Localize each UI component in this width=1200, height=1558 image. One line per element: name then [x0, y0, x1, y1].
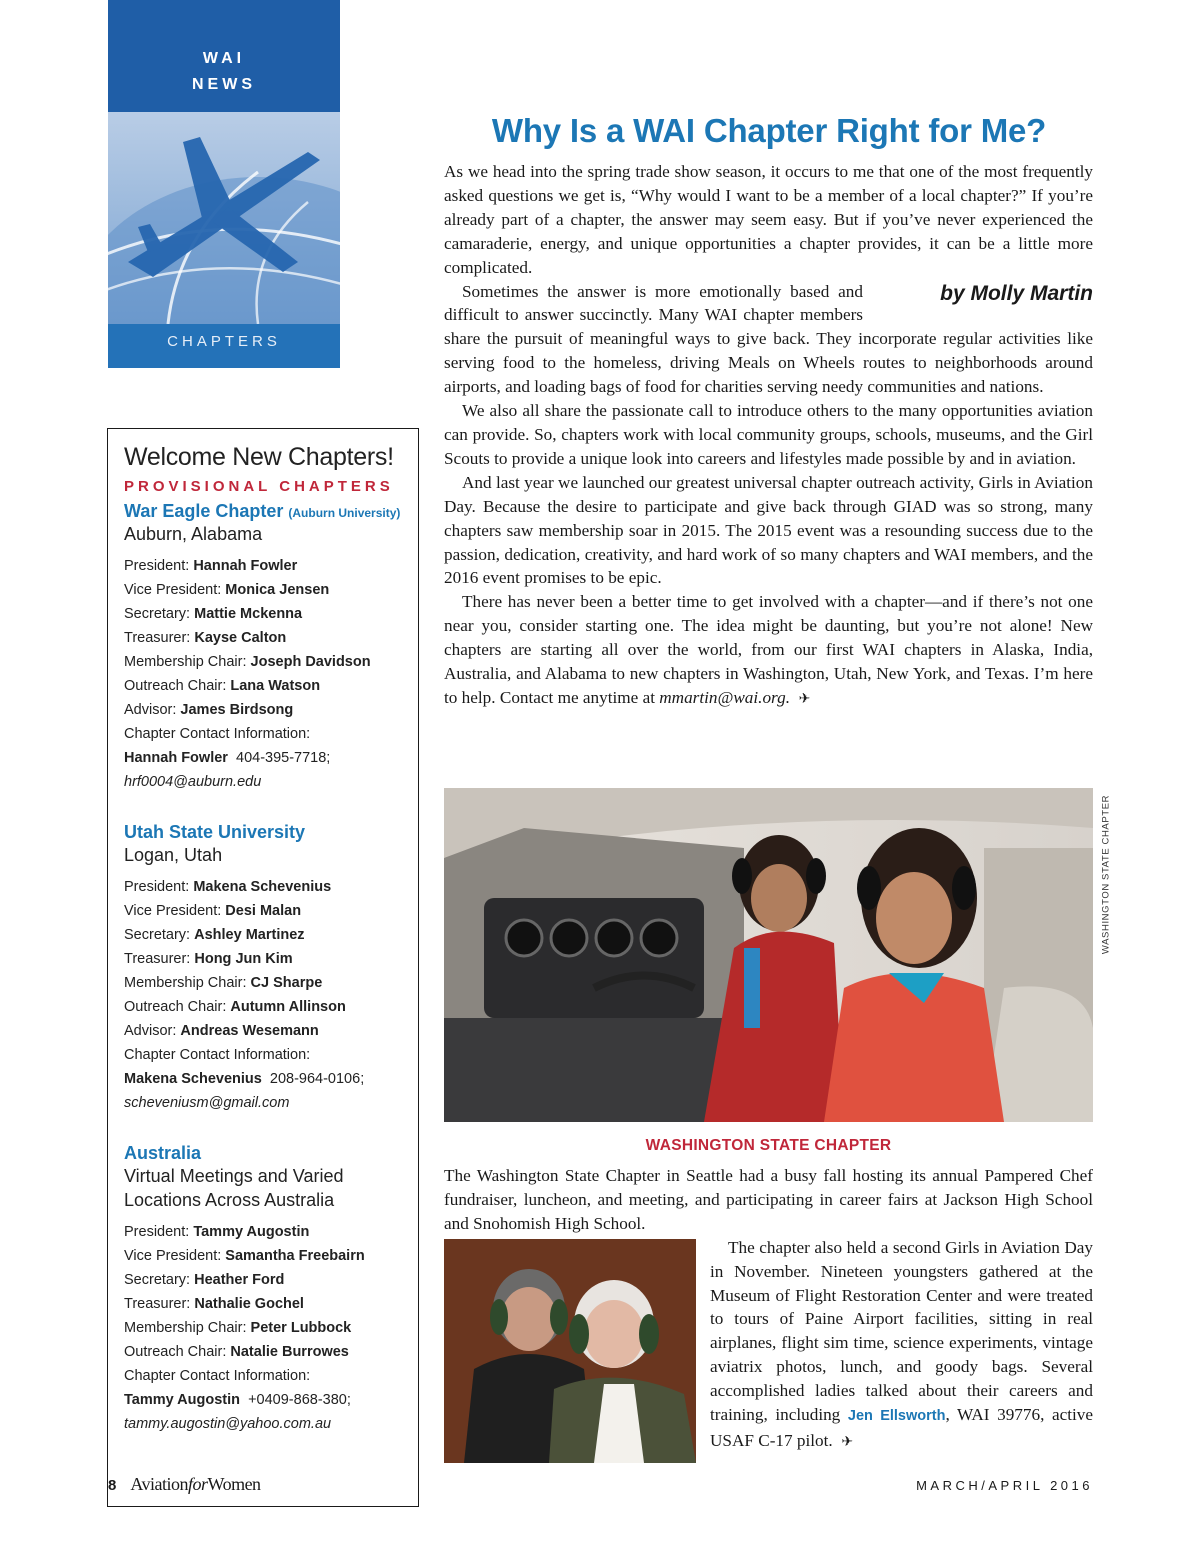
airplane-globe-icon	[108, 112, 340, 324]
sidebar-title: Welcome New Chapters!	[124, 443, 394, 471]
chapter-officers	[124, 554, 404, 794]
article-paragraph: We also all share the passionate call to introduce others to the many opportunities aviation can provide. So, chapters work with local community groups, schools, museums, and the Girl Scouts to provide a unique look into careers and lifestyles made possible by and in aviation.	[444, 401, 1093, 468]
officer-advisor: Advisor: James Birdsong	[124, 702, 294, 718]
chapter-location: Auburn, Alabama	[124, 524, 263, 544]
officer-president: President: Hannah Fowler	[124, 558, 298, 574]
washington-section-body	[444, 1164, 1093, 1463]
end-airplane-icon: ✈	[841, 1433, 854, 1450]
officer-president: President: Tammy Augostin	[124, 1224, 310, 1240]
photo-credit-text: WASHINGTON STATE CHAPTER	[1100, 794, 1112, 955]
author-email-link[interactable]: mmartin@wai.org.	[659, 687, 790, 707]
officer-membership: Membership Chair: CJ Sharpe	[124, 975, 323, 991]
contact-email-link[interactable]: scheveniusm@gmail.com	[124, 1095, 290, 1111]
contact-line: Hannah Fowler 404-395-7718;	[124, 750, 331, 766]
washington-paragraph-2: The chapter also held a second Girls in Aviation Day in November. Nineteen youngsters gathered at the Museum of Flight Restoration Center and were treated to tours of Paine Airport facilities, sitting in real airplanes, flight sim time, science experiments, vintage aviatrix photos, lunch, and goody bags. Several accomplished ladies talked about their careers and training, including Jen Ellsworth, WAI 39776, active USAF C-17 pilot. ✈	[710, 1237, 1093, 1450]
footer-left	[108, 1474, 261, 1495]
chapter-name: Australia	[124, 1143, 202, 1163]
officer-membership: Membership Chair: Joseph Davidson	[124, 654, 371, 670]
jen-ellsworth-link[interactable]: Jen Ellsworth	[847, 1408, 946, 1425]
washington-paragraph: The Washington State Chapter in Seattle had a busy fall hosting its annual Pampered Chef fundraiser, luncheon, and meeting, and participating in career fairs at Jackson High School and Snohomish High School.	[444, 1166, 1093, 1233]
officer-secretary: Secretary: Heather Ford	[124, 1272, 285, 1288]
chapter-name	[124, 501, 404, 522]
chapter-officers	[124, 1220, 404, 1436]
sidebar-subtitle: PROVISIONAL CHAPTERS	[124, 478, 394, 495]
contact-line: Makena Schevenius 208-964-0106;	[124, 1071, 365, 1087]
officer-outreach: Outreach Chair: Autumn Allinson	[124, 999, 346, 1015]
photo-credit	[1099, 788, 1113, 964]
pilots-photo	[444, 1239, 696, 1463]
contact-line: Tammy Augostin +0409-868-380;	[124, 1392, 351, 1408]
article-paragraph: Sometimes the answer is more emotionally based and difficult to answer succinctly. Many WAI chapter members share the pursuit of meaningful ways to give back. They incorporate regular activities like serving food to the homeless, driving Meals on Wheels routes to neighborhoods around airports, and loading bags of food for charities serving needy communities and nations.	[444, 281, 1093, 397]
contact-label: Chapter Contact Information:	[124, 1047, 311, 1063]
chapter-location: Logan, Utah	[124, 845, 223, 865]
chapter-officers	[124, 875, 404, 1115]
article-body	[444, 160, 1093, 712]
officer-treasurer: Treasurer: Hong Jun Kim	[124, 951, 293, 967]
banner-line-1: WAI	[202, 50, 246, 67]
chapter-location: Virtual Meetings and Varied	[124, 1166, 344, 1186]
issue-date: MARCH/APRIL 2016	[916, 1478, 1093, 1493]
section-banner	[108, 0, 340, 368]
washington-section-title: WASHINGTON STATE CHAPTER	[645, 1137, 892, 1154]
officer-outreach: Outreach Chair: Natalie Burrowes	[124, 1344, 349, 1360]
end-airplane-icon: ✈	[798, 690, 811, 707]
officer-treasurer: Treasurer: Kayse Calton	[124, 630, 287, 646]
banner-line-2: NEWS	[192, 76, 256, 93]
article-byline: by Molly Martin	[940, 281, 1093, 305]
chapter-name-text: War Eagle Chapter	[124, 501, 284, 521]
article-headline: Why Is a WAI Chapter Right for Me?	[491, 112, 1047, 149]
chapter-utah-state	[124, 822, 404, 1115]
magazine-name: AviationforWomen	[130, 1474, 261, 1494]
banner-top	[108, 0, 340, 112]
chapter-location-2: Locations Across Australia	[124, 1190, 335, 1210]
banner-section-label: CHAPTERS	[108, 324, 340, 368]
contact-email-link[interactable]: tammy.augostin@yahoo.com.au	[124, 1416, 332, 1432]
officer-president: President: Makena Schevenius	[124, 879, 332, 895]
article-paragraph: And last year we launched our greatest universal chapter outreach activity, Girls in Aviation Day. Because the desire to participate and give back through GIAD was so strong, many chapters saw membership soar in 2015. The 2015 event was a resounding success due to the passion, dedication, creativity, and hard work of so many chapters and WAI members, and the 2016 event promises to be epic.	[444, 472, 1093, 588]
article-paragraph: As we head into the spring trade show season, it occurs to me that one of the most frequently asked questions we get is, “Why would I want to be a member of a local chapter?” If you’re already part of a chapter, the answer may seem easy. But if you’ve never experienced the camaraderie, energy, and unique opportunities a chapter provides, it can be a little more complicated.	[444, 162, 1093, 277]
officer-advisor: Advisor: Andreas Wesemann	[124, 1023, 319, 1039]
contact-label: Chapter Contact Information:	[124, 1368, 311, 1384]
new-chapters-sidebar	[107, 428, 419, 1507]
officer-outreach: Outreach Chair: Lana Watson	[124, 678, 321, 694]
officer-membership: Membership Chair: Peter Lubbock	[124, 1320, 352, 1336]
chapter-australia	[124, 1143, 404, 1436]
officer-secretary: Secretary: Ashley Martinez	[124, 927, 305, 943]
officer-vp: Vice President: Desi Malan	[124, 903, 302, 919]
contact-email-link[interactable]: hrf0004@auburn.edu	[124, 774, 262, 790]
officer-vp: Vice President: Samantha Freebairn	[124, 1248, 365, 1264]
cockpit-photo	[444, 788, 1093, 1122]
page-number: 8	[108, 1477, 117, 1494]
officer-treasurer: Treasurer: Nathalie Gochel	[124, 1296, 304, 1312]
chapter-war-eagle	[124, 501, 404, 794]
officer-vp: Vice President: Monica Jensen	[124, 582, 330, 598]
article-paragraph-last: There has never been a better time to get involved with a chapter—and if there’s not one near you, consider starting one. The idea might be daunting, but you’re not alone! New chapters are starting all over the world, from our first WAI chapters in Alaska, India, Australia, and Alabama to new chapters in Washington, Utah, New York, and Texas. I’m here to help. Contact me anytime at mmartin@wai.org. ✈	[444, 592, 1093, 707]
chapter-affiliation: (Auburn University)	[288, 506, 401, 520]
contact-label: Chapter Contact Information:	[124, 726, 311, 742]
chapter-name: Utah State University	[124, 822, 306, 842]
officer-secretary: Secretary: Mattie Mckenna	[124, 606, 303, 622]
